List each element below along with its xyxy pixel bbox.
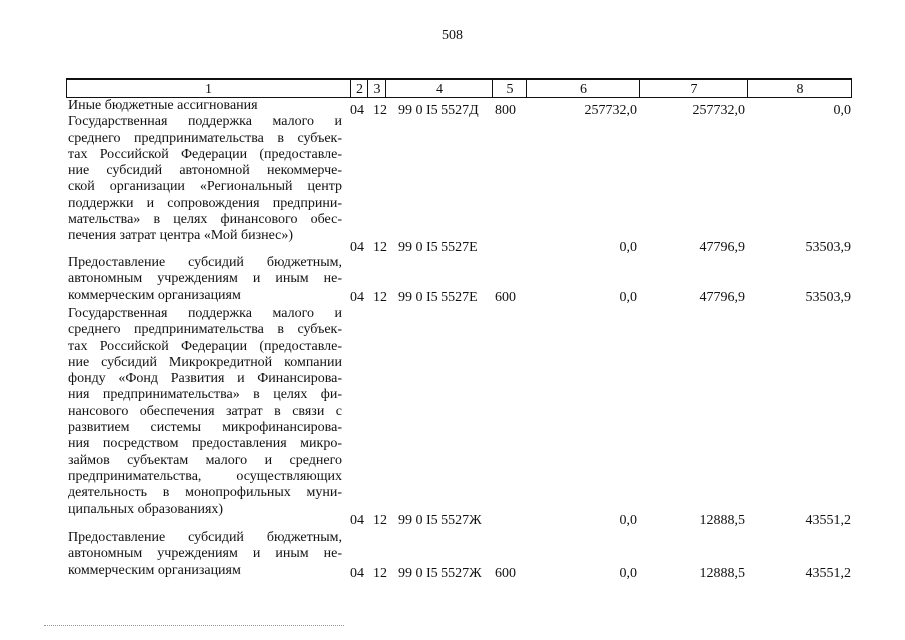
- col-7-value: 47796,9: [699, 240, 745, 255]
- row-line: тах Российской Федерации (предоставле-: [68, 338, 342, 354]
- row-line: ние субсидий автономной некоммерче-: [68, 163, 342, 179]
- header-col-1: 1: [205, 82, 212, 97]
- col-3-value: 12: [373, 566, 387, 581]
- row-line: ской организации «Региональный центр: [68, 179, 342, 195]
- row-line: Предоставление субсидий бюджетным,: [68, 255, 342, 270]
- col-6-value: 257732,0: [584, 103, 637, 118]
- row-line: Иные бюджетные ассигнования: [68, 98, 258, 113]
- col-3-value: 12: [373, 513, 387, 528]
- header-col-5: 5: [492, 80, 527, 97]
- row-line: среднего предпринимательства в субъек-: [68, 322, 342, 338]
- row-line: предпринимательства, осуществляющих: [68, 468, 342, 484]
- col-3-value: 12: [373, 290, 387, 305]
- row-line: автономным учреждениям и иным не-: [68, 546, 342, 562]
- col-7-value: 47796,9: [699, 290, 745, 305]
- page-number: 508: [442, 28, 463, 43]
- col-8-value: 43551,2: [805, 513, 851, 528]
- header-col-6: 6: [526, 80, 640, 97]
- row-line: коммерческим организациям: [68, 562, 241, 578]
- row-line: нансового обеспечения затрат в связи с: [68, 403, 342, 419]
- col-7-value: 12888,5: [699, 566, 745, 581]
- col-4-value: 99 0 I5 5527Ж: [398, 566, 482, 581]
- scan-artifact-line: [44, 625, 344, 626]
- col-6-value: 0,0: [619, 290, 637, 305]
- header-col-3: 3: [367, 80, 386, 97]
- col-4-value: 99 0 I5 5527Д: [398, 103, 479, 118]
- col-4-value: 99 0 I5 5527Е: [398, 290, 478, 305]
- row-line: ния предпринимательства» в целях фи-: [68, 387, 342, 403]
- col-2-value: 04: [350, 103, 364, 118]
- col-2-value: 04: [350, 240, 364, 255]
- col-5-value: 800: [495, 103, 516, 118]
- col-5-value: 600: [495, 566, 516, 581]
- col-2-value: 04: [350, 566, 364, 581]
- row-line: ния посредством предоставления микро-: [68, 436, 342, 452]
- col-6-value: 0,0: [619, 566, 637, 581]
- row-description: [68, 98, 342, 245]
- header-col-2: 2: [350, 80, 368, 97]
- col-3-value: 12: [373, 240, 387, 255]
- row-line: тах Российской Федерации (предоставле-: [68, 146, 342, 162]
- col-6-value: 0,0: [619, 513, 637, 528]
- col-3-value: 12: [373, 103, 387, 118]
- row-line: мательства» в целях финансового обес-: [68, 212, 342, 228]
- row-description: [68, 306, 342, 518]
- row-line: печения затрат центра «Мой бизнес»): [68, 228, 294, 244]
- row-line: автономным учреждениям и иным не-: [68, 271, 342, 287]
- col-8-value: 53503,9: [805, 240, 851, 255]
- row-line: ципальных образованиях): [68, 501, 224, 517]
- row-description: [68, 530, 342, 579]
- row-line: займов субъектам малого и среднего: [68, 452, 342, 468]
- col-5-value: 600: [495, 290, 516, 305]
- col-2-value: 04: [350, 513, 364, 528]
- header-col-8: 8: [747, 80, 852, 97]
- row-line: поддержки и сопровождения предприни-: [68, 195, 342, 211]
- col-2-value: 04: [350, 290, 364, 305]
- row-line: фонду «Фонд Развития и Финансирова-: [68, 371, 342, 387]
- header-col-4: 4: [385, 80, 493, 97]
- row-line: Государственная поддержка малого и: [68, 306, 342, 321]
- table-header: [66, 78, 852, 98]
- col-8-value: 43551,2: [805, 566, 851, 581]
- row-line: деятельность в монопрофильных муни-: [68, 485, 342, 501]
- row-line: развитием системы микрофинансирова-: [68, 420, 342, 436]
- row-line: коммерческим организациям: [68, 287, 241, 303]
- header-col-7: 7: [639, 80, 748, 97]
- col-4-value: 99 0 I5 5527Ж: [398, 513, 482, 528]
- row-description: [68, 255, 342, 304]
- row-line: ние субсидий Микрокредитной компании: [68, 354, 342, 370]
- col-7-value: 12888,5: [699, 513, 745, 528]
- row-line: Государственная поддержка малого и: [68, 114, 342, 130]
- col-8-value: 53503,9: [805, 290, 851, 305]
- col-4-value: 99 0 I5 5527Е: [398, 240, 478, 255]
- col-7-value: 257732,0: [692, 103, 745, 118]
- row-line: среднего предпринимательства в субъек-: [68, 130, 342, 146]
- col-8-value: 0,0: [833, 103, 851, 118]
- row-line: Предоставление субсидий бюджетным,: [68, 530, 342, 545]
- col-6-value: 0,0: [619, 240, 637, 255]
